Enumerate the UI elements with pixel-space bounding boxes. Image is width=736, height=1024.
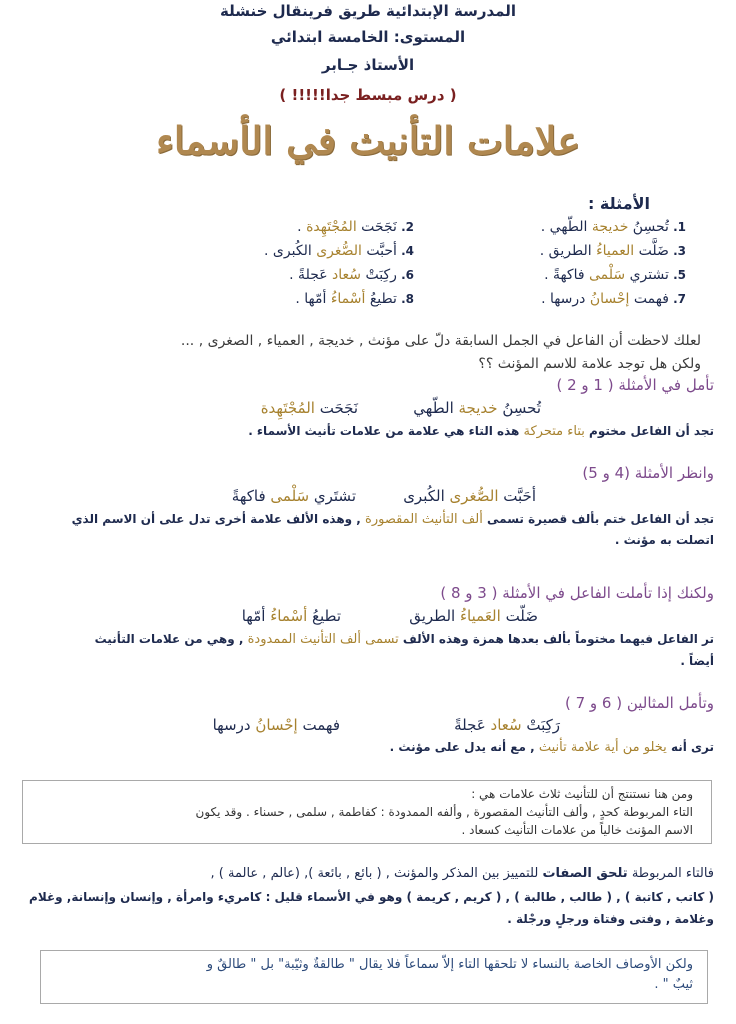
section-2-note: تجد أن الفاعل ختم بألف قصيرة تسمى ألف التأنيث المقصورة , وهذه الألف علامة أخرى تدل على أن الاسم الذي [71,512,714,527]
final-note-line-2: ثيبٌ " . [654,977,693,992]
conclusion-line-3: الاسم المؤنث خالياً من علامات التأنيث كسعاد . [461,823,693,837]
ta-marbuta-line-2: ( كاتب , كاتبة ) , ( طالب , طالبة ) , ( كريم , كريمة ) وهو في الأسماء قليل : كامريء وامرأة , وإنسان وإنسانة, وغلام [29,890,714,904]
section-3-example-right: ضَلّت العَمياءُ الطريق [409,607,538,625]
conclusion-line-2: التاء المربوطة كحدٍ , وألف التأنيث المقصورة , وألفه الممدودة : كفاطمة , سلمى , حسناء . وقد يكون [195,805,693,819]
intro-line-2: ولكن هل توجد علامة للاسم المؤنث ؟؟ [478,356,701,372]
section-1-note: تجد أن الفاعل مختوم بتاء متحركة هذه التاء هي علامة من علامات تأنيث الأسماء . [248,424,714,439]
final-note-line-1: ولكن الأوصاف الخاصة بالنساء لا تلحقها التاء إلاّ سماعاً فلا يقال " طالقةٌ وثيّبة" بل " طالقٌ و [206,957,693,972]
examples-label: الأمثلة : [587,194,650,213]
school-name: المدرسة الإبتدائية طريق فرينقال خنشلة [220,2,516,20]
lesson-title: علامات التأنيث في الأسماء [155,118,581,163]
section-1-example-left: نَجَحَت المُجْتَهِدة [260,399,358,417]
section-2-heading: وانظر الأمثلة (4 و 5) [582,464,714,482]
example-8: 8. تطيعُ أسْماءُ أمّها . [295,291,414,307]
section-4-heading: وتأمل المثالين ( 6 و 7 ) [564,694,714,712]
section-1-heading: تأمل في الأمثلة ( 1 و 2 ) [556,376,714,394]
section-3-heading: ولكنك إذا تأملت الفاعل في الأمثلة ( 3 و 8 ) [440,584,714,602]
example-2: 2. نَجَحَت المُجْتَهِدة . [297,219,414,235]
level-line: المستوى: الخامسة ابتدائي [270,28,466,46]
example-6: 6. ركِبَتْ سُعاد عَجلةً . [289,267,414,283]
section-2-example-right: أحَبَّت الصُّغرى الكُبرى [403,487,536,505]
example-4: 4. أحبَّت الصُّغرى الكُبرى . [264,243,414,259]
section-4-note: ترى أنه يخلو من أية علامة تأنيث , مع أنه يدل على مؤنث . [389,740,714,755]
conclusion-line-1: ومن هنا نستنتج أن للتأنيث ثلاث علامات هي : [471,787,693,801]
section-2-note-line-2: اتصلت به مؤنث . [614,533,714,547]
section-4-example-right: رَكِبَتْ سُعاد عَجلةً [454,716,560,734]
example-7: 7. فهمت إحْسانُ درسها . [541,291,686,307]
example-3: 3. ضَلَّت العمياءُ الطريق . [539,243,686,259]
teacher-line: الأستاذ جـابر [321,56,415,74]
section-3-note-line-2: أيضاً . [680,654,714,668]
section-1-example-right: تُحسِنُ خديجة الطّهي [413,399,541,417]
ta-marbuta-line-1: فالتاء المربوطة تلحق الصفات للتمييز بين المذكر والمؤنث , ( بائع , بائعة ), (عالم , عالمة ) , [210,866,714,881]
final-note-box [40,950,708,1004]
section-3-note: تر الفاعل فيهما مختوماً بألف بعدها همزة وهذه الألف تسمى ألف التأنيث الممدودة , وهي من علامات التأنيث [94,632,714,647]
section-2-example-left: تشتَري سَلْمى فاكهةً [231,487,356,505]
conclusion-box [22,780,712,844]
ta-marbuta-line-3: وغلامة , وفتى وفتاة ورجلٍ ورجْلة . [507,912,714,926]
intro-line-1: لعلك لاحظت أن الفاعل في الجمل السابقة دلّ على مؤنث , خديجة , العمياء , الصغرى , ... [180,333,701,349]
example-5: 5. تشتري سَلْمى فاكهةً . [544,267,686,283]
section-3-example-left: تطيعُ أسْماءُ أمّها [241,607,341,625]
section-4-example-left: فهمت إحْسانُ درسها [212,716,340,734]
lesson-note: ( درس مبسط جدا!!!!! ) [279,86,457,104]
example-1: 1. تُحسِنُ خديجة الطّهي . [540,219,686,235]
